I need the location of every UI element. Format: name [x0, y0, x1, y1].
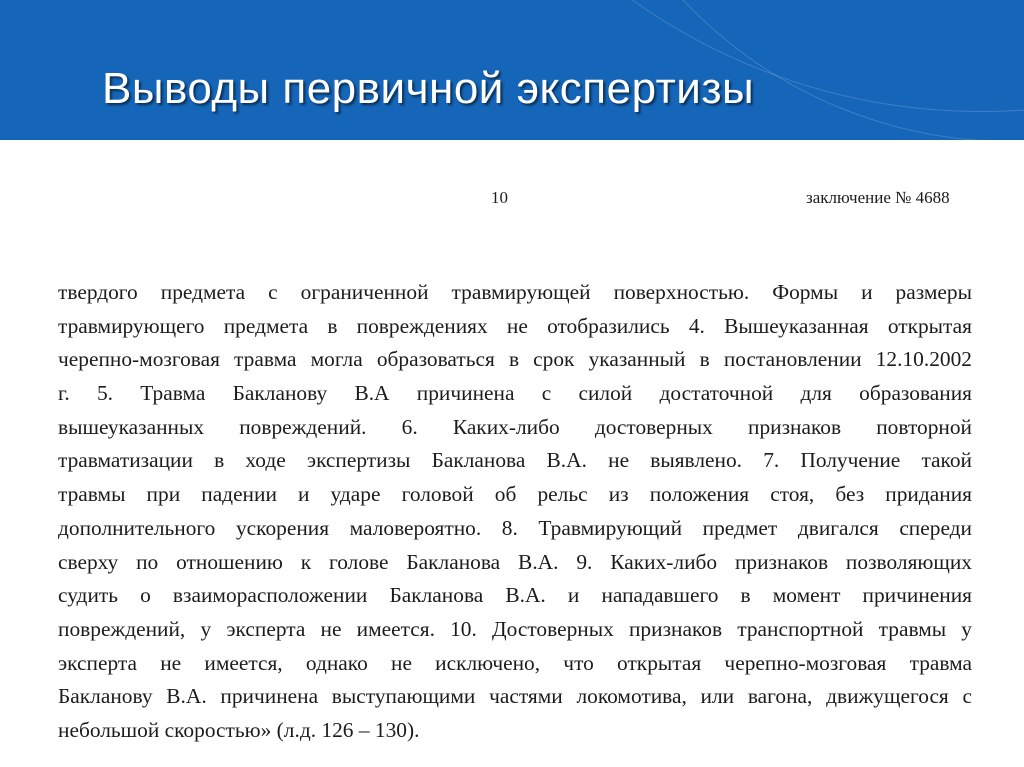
text-line: черепно-мозговая травма могла образоваться в срок указанный в постановлении 12.10.2002 [58, 347, 972, 372]
text-line: твердого предмета с ограниченной травмирующей поверхностью. Формы и размеры [58, 280, 972, 304]
text-line: дополнительного ускорения маловероятно. 8. Травмирующий предмет двигался спереди [58, 515, 972, 540]
slide-title: Выводы первичной экспертизы [102, 64, 755, 113]
scanned-document [0, 140, 1024, 767]
text-line: травматизации в ходе экспертизы Бакланова В.А. не выявлено. 7. Получение такой [58, 448, 972, 473]
text-line: небольшой скоростью» (л.д. 126 – 130). [58, 717, 420, 742]
text-line: сверху по отношению к голове Бакланова В.А. 9. Каких-либо признаков позволяющих [58, 549, 972, 574]
text-line: повреждений, у эксперта не имеется. 10. Достоверных признаков транспортной травмы у [58, 616, 972, 641]
text-line: эксперта не имеется, однако не исключено, что открытая черепно-мозговая травма [58, 650, 972, 675]
text-line: вышеуказанных повреждений. 6. Каких-либо достоверных признаков повторной [58, 414, 972, 439]
title-bar [0, 0, 1024, 140]
text-line: Бакланову В.А. причинена выступающими частями локомотива, или вагона, движущегося с [58, 684, 972, 709]
document-text [58, 276, 972, 748]
page-number: 10 [491, 188, 508, 207]
text-line: травмирующего предмета в повреждениях не отобразились 4. Вышеуказанная открытая [58, 313, 972, 338]
text-line: г. 5. Травма Бакланову В.А причинена с силой достаточной для образования [58, 381, 972, 406]
conclusion-reference: заключение № 4688 [806, 188, 950, 207]
text-line: травмы при падении и ударе головой об рельс из положения стоя, без придания [58, 482, 972, 507]
text-line: судить о взаиморасположении Бакланова В.А. и нападавшего в момент причинения [58, 583, 972, 608]
